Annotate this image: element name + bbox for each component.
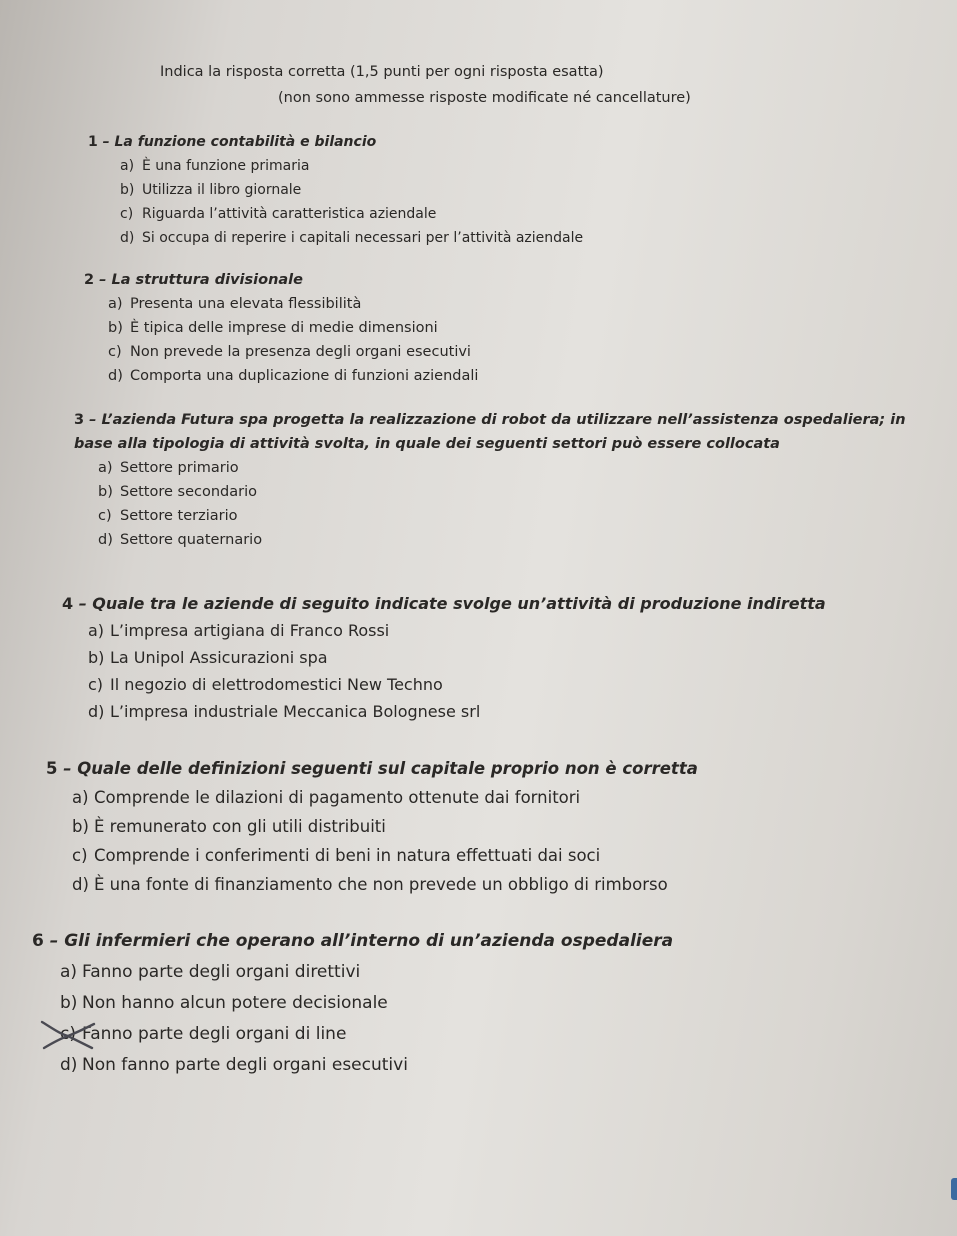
question-prompt: 3 – L’azienda Futura spa progetta la realizzazione di robot da utilizzare nell’assistenza ospedaliera; in bbox=[74, 412, 906, 428]
answer-option[interactable]: a) Comprende le dilazioni di pagamento ottenute dai fornitori bbox=[72, 788, 581, 807]
question-3 bbox=[74, 408, 906, 552]
question-4 bbox=[62, 590, 826, 725]
answer-option[interactable]: a) Presenta una elevata flessibilità bbox=[108, 296, 362, 312]
answer-option[interactable]: b) È remunerato con gli utili distribuiti bbox=[72, 817, 386, 836]
answer-option[interactable]: c) Il negozio di elettrodomestici New Techno bbox=[88, 675, 443, 694]
answer-option[interactable]: b) Utilizza il libro giornale bbox=[120, 182, 302, 198]
pen-cross-mark bbox=[38, 1018, 98, 1052]
instruction-note: (non sono ammesse risposte modificate né cancellature) bbox=[278, 90, 691, 106]
answer-option[interactable]: a) Settore primario bbox=[98, 460, 239, 476]
edge-object bbox=[951, 1178, 957, 1200]
answer-option[interactable]: b) La Unipol Assicurazioni spa bbox=[88, 648, 328, 667]
answer-option[interactable]: c) Riguarda l’attività caratteristica aziendale bbox=[120, 206, 437, 222]
question-prompt: 4 – Quale tra le aziende di seguito indicate svolge un’attività di produzione indiretta bbox=[62, 594, 826, 613]
answer-option[interactable]: c) Settore terziario bbox=[98, 508, 238, 524]
answer-option[interactable]: d) Non fanno parte degli organi esecutivi bbox=[60, 1055, 408, 1075]
answer-option[interactable]: c) Non prevede la presenza degli organi esecutivi bbox=[108, 344, 471, 360]
answer-option[interactable]: d) Settore quaternario bbox=[98, 532, 263, 548]
answer-option[interactable]: c) Comprende i conferimenti di beni in natura effettuati dai soci bbox=[72, 846, 601, 865]
answer-option[interactable]: d) È una fonte di finanziamento che non prevede un obbligo di rimborso bbox=[72, 875, 668, 894]
question-2 bbox=[84, 268, 478, 388]
answer-option[interactable]: b) È tipica delle imprese di medie dimensioni bbox=[108, 320, 438, 336]
answer-option[interactable]: a) L’impresa artigiana di Franco Rossi bbox=[88, 621, 390, 640]
answer-option[interactable]: b) Settore secondario bbox=[98, 484, 257, 500]
question-prompt: 5 – Quale delle definizioni seguenti sul capitale proprio non è corretta bbox=[46, 759, 698, 778]
question-6 bbox=[32, 926, 673, 1081]
instruction-line: Indica la risposta corretta (1,5 punti per ogni risposta esatta) bbox=[160, 64, 604, 80]
question-prompt: 1 – La funzione contabilità e bilancio bbox=[88, 134, 377, 150]
question-5 bbox=[46, 754, 698, 899]
answer-option[interactable]: a) È una funzione primaria bbox=[120, 158, 310, 174]
answer-option[interactable]: d) L’impresa industriale Meccanica Bolognese srl bbox=[88, 702, 481, 721]
answer-option[interactable]: a) Fanno parte degli organi direttivi bbox=[60, 962, 361, 982]
answer-option[interactable]: b) Non hanno alcun potere decisionale bbox=[60, 993, 388, 1013]
answer-option[interactable]: d) Comporta una duplicazione di funzioni aziendali bbox=[108, 368, 479, 384]
question-prompt-continued: base alla tipologia di attività svolta, in quale dei seguenti settori può essere collocata bbox=[74, 436, 780, 452]
question-prompt: 2 – La struttura divisionale bbox=[84, 272, 303, 288]
answer-option-selected[interactable]: c) Fanno parte degli organi di line bbox=[60, 1024, 347, 1044]
question-prompt: 6 – Gli infermieri che operano all’interno di un’azienda ospedaliera bbox=[32, 931, 674, 951]
question-1 bbox=[88, 130, 583, 250]
answer-option[interactable]: d) Si occupa di reperire i capitali necessari per l’attività aziendale bbox=[120, 230, 584, 246]
